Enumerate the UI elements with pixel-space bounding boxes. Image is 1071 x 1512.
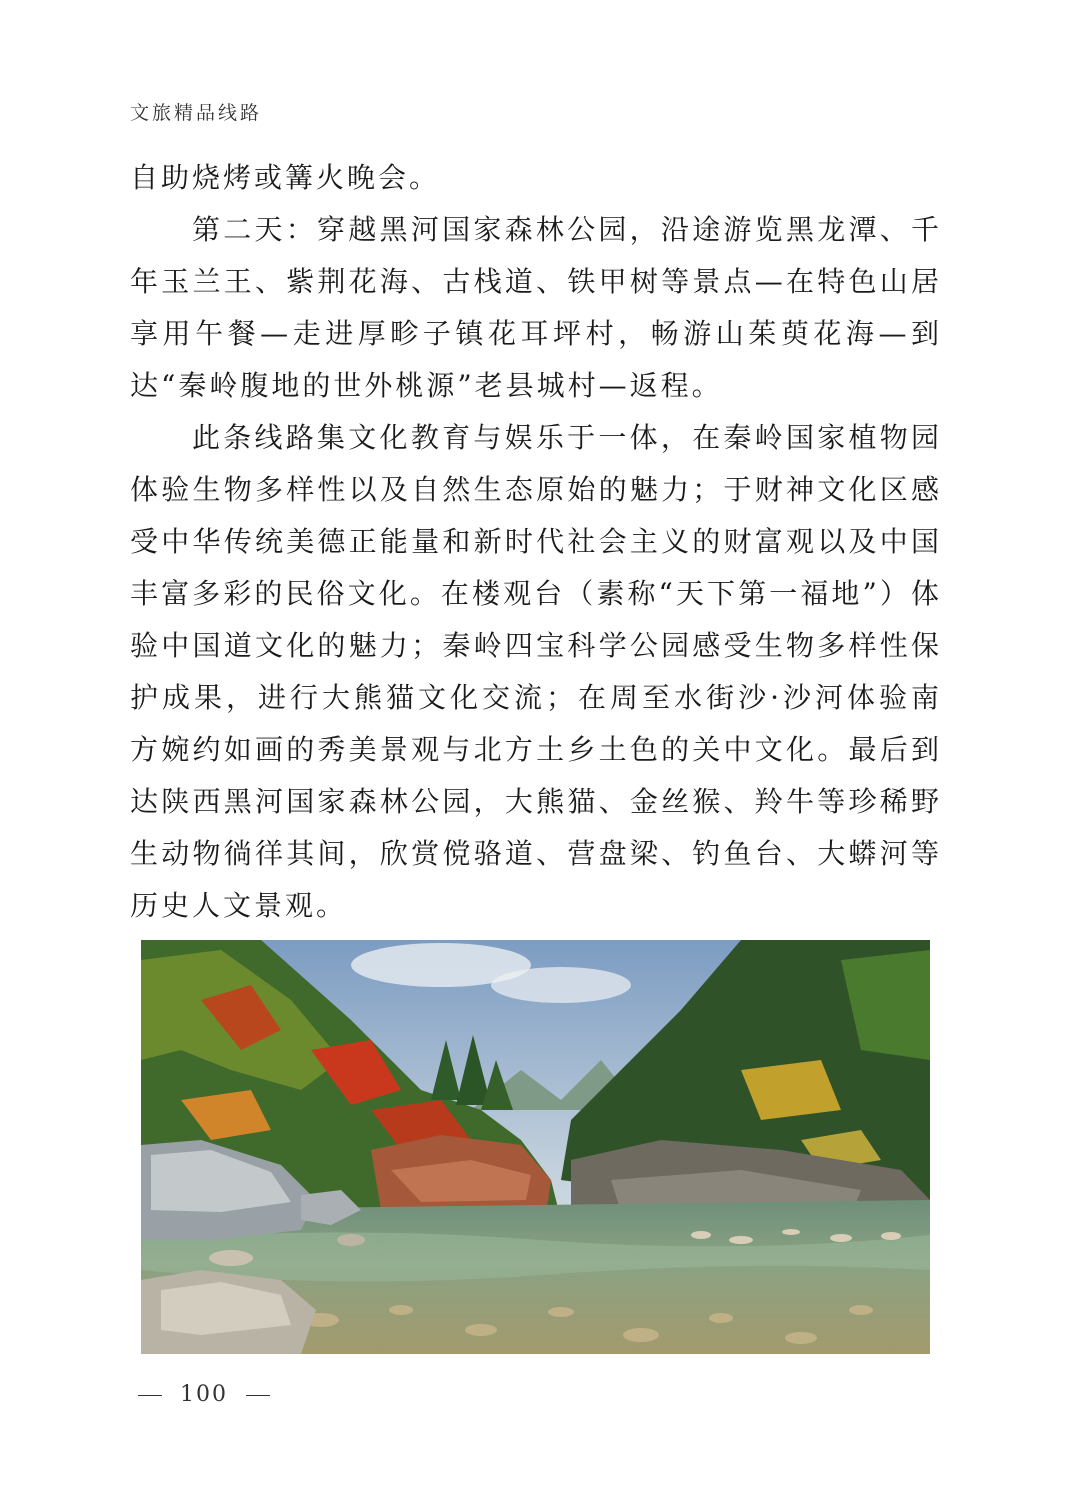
body-text (130, 152, 942, 932)
paragraph-2: 第二天：穿越黑河国家森林公园，沿途游览黑龙潭、千年玉兰王、紫荆花海、古栈道、铁甲树等景点—在特色山居享用午餐—走进厚畛子镇花耳坪村，畅游山茱萸花海—到达“秦岭腹地的世外桃源”老县城村—返程。 (130, 213, 942, 402)
page-footer (138, 1382, 270, 1407)
footer-dash-right (246, 1395, 270, 1396)
footer-dash-left (138, 1395, 162, 1396)
paragraph-1: 自助烧烤或篝火晚会。 (130, 161, 441, 194)
landscape-photo (141, 940, 930, 1354)
gorge-river-illustration (141, 940, 930, 1354)
page-number: 100 (180, 1382, 228, 1407)
running-header: 文旅精品线路 (130, 102, 263, 124)
paragraph-3: 此条线路集文化教育与娱乐于一体，在秦岭国家植物园体验生物多样性以及自然生态原始的魅力；于财神文化区感受中华传统美德正能量和新时代社会主义的财富观以及中国丰富多彩的民俗文化。在楼观台（素称“天下第一福地”）体验中国道文化的魅力；秦岭四宝科学公园感受生物多样性保护成果，进行大熊猫文化交流；在周至水街沙·沙河体验南方婉约如画的秀美景观与北方土乡土色的关中文化。最后到达陕西黑河国家森林公园，大熊猫、金丝猴、羚牛等珍稀野生动物徜徉其间，欣赏傥骆道、营盘梁、钓鱼台、大蟒河等历史人文景观。 (130, 421, 942, 922)
